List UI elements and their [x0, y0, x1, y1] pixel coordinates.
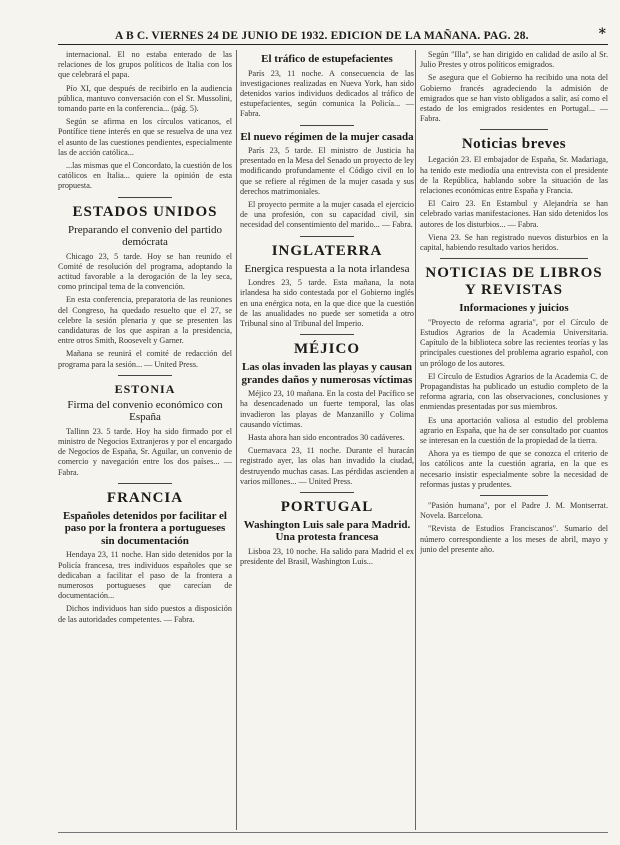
article-paragraph: "Proyecto de reforma agraria", por el Círculo de Estudios Agrarios de la Academia Universitaria. Capítulo de la biblioteca sobre las recientes teorías y las principales cuestiones del problema agrario español, con un prólogo de los autores.: [420, 317, 608, 368]
divider: [440, 258, 588, 259]
article-paragraph: Londres 23, 5 tarde. Esta mañana, la nota irlandesa ha sido contestada por el Gobierno inglés en una enérgica nota, en la que dice que la cuestión de las anualidades no puede ser sometida a otro Tribunal sino al Tribunal del Imperio.: [240, 278, 414, 328]
header-rule: [58, 44, 608, 45]
article-headline: Las olas invaden las playas y causan grandes daños y numerosas víctimas: [241, 361, 413, 386]
article-paragraph: En esta conferencia, preparatoria de las reuniones del Congreso, ha quedado resuelto que el 27, se celebre la sesión plenaria y que se presenten las candidaturas de los que aspiran a la presidencia, entre otros Smith, Roosevelt y Garner.: [58, 295, 232, 346]
column-divider: [236, 50, 237, 830]
divider: [300, 125, 354, 126]
column-2: [240, 50, 414, 830]
article-headline: Firma del convenio económico con España: [67, 398, 223, 424]
article-paragraph: Según "Illa", se han dirigido en calidad de asilo al Sr. Julio Prestes y otros políticos emigrados.: [420, 50, 608, 70]
article-headline: Energica respuesta a la nota irlandesa: [244, 262, 410, 275]
article-paragraph: Dichos individuos han sido puestos a disposición de las autoridades competentes. — Fabra.: [58, 604, 232, 624]
divider: [480, 495, 548, 496]
article-paragraph: Tallinn 23. 5 tarde. Hoy ha sido firmado por el ministro de Negocios Extranjeros y por el encargado de Negocios de España, Sr. Aguilar, un convenio de comercio y navegación entre los dos países... — Fabra.: [58, 426, 232, 477]
article-paragraph: Es una aportación valiosa al estudio del problema agrario en España, que ha de ser consultado por cuantos se interesan en la cuestión de la propiedad de la tierra.: [420, 415, 608, 445]
section-heading: ESTADOS UNIDOS: [72, 203, 218, 220]
article-headline: Españoles detenidos por facilitar el paso por la frontera a portugueses sin documentación: [63, 509, 227, 547]
divider: [480, 129, 548, 130]
article-paragraph: Pío XI, que después de recibirlo en la audiencia pública, mantuvo conversación con el Sr. Mussolini, tomando parte en la conferencia... (pág. 5).: [58, 83, 232, 114]
column-3: [420, 50, 608, 830]
article-paragraph: "Pasión humana", por el Padre J. M. Montserrat. Novela. Barcelona.: [420, 501, 608, 521]
divider: [300, 334, 354, 335]
section-heading: INGLATERRA: [271, 242, 383, 259]
divider: [118, 197, 172, 198]
header-mark: *: [598, 26, 606, 42]
article-headline: El nuevo régimen de la mujer casada: [240, 130, 414, 143]
article-paragraph: internacional. El no estaba enterado de las relaciones de los grupos políticos de Italia con los que celebrará el papa.: [58, 50, 232, 80]
article-paragraph: Cuernavaca 23, 11 noche. Durante el huracán registrado ayer, las olas han invadido la ciudad, destruyendo muchas casas. Las pérdidas ascienden a varios millones... — United Press.: [240, 446, 414, 486]
article-paragraph: ...las mismas que el Concordato, la cuestión de los católicos en Italia... quiere la opinión de esta propuesta.: [58, 161, 232, 191]
article-paragraph: Viena 23. Se han registrado nuevos disturbios en la capital, habiendo resultado varios heridos.: [420, 232, 608, 253]
article-paragraph: Hendaya 23, 11 noche. Han sido detenidos por la Policía francesa, tres individuos españoles que se dedicaban a facilitar el paso de la frontera a numerosos portugueses que carecían de documentación...: [58, 550, 232, 601]
divider: [300, 236, 354, 237]
article-paragraph: Chicago 23, 5 tarde. Hoy se han reunido el Comité de resolución del programa, adoptando la actitud favorable a la derogación de la ley seca, como principal tema de la convención.: [58, 251, 232, 292]
column-1: [58, 50, 232, 830]
section-subheading: Informaciones y juicios: [459, 302, 569, 315]
article-paragraph: Se asegura que el Gobierno ha recibido una nota del Gobierno francés agradeciendo la admisión de emigrados que se han visto obligados a salir, así como el estado de los emigrados residentes en Portugal... — Fabra.: [420, 73, 608, 124]
divider: [118, 375, 172, 376]
article-headline: El tráfico de estupefacientes: [261, 53, 393, 65]
article-paragraph: París 23, 5 tarde. El ministro de Justicia ha presentado en la Mesa del Senado un proyecto de ley modificando profundamente el Código civil en lo que se refiere al régimen de la mujer casada y sus derechos matrimoniales.: [240, 146, 414, 196]
section-heading: MÉJICO: [294, 341, 360, 358]
divider: [118, 483, 172, 484]
article-paragraph: El proyecto permite a la mujer casada el ejercicio de una profesión, con su capacidad civil, sin necesidad del consentimiento del marido... — Fabra.: [240, 200, 414, 230]
article-paragraph: Méjico 23, 10 mañana. En la costa del Pacífico se ha desencadenado un fuerte temporal, las olas invadieron las playas de Manzanillo y Colima causando víctimas.: [240, 389, 414, 429]
article-paragraph: El Círculo de Estudios Agrarios de la Academia C. de Propagandistas ha publicado un estudio completo de la reforma agraria, con las observaciones, conclusiones y enmiendas presentadas por sus miembros.: [420, 371, 608, 412]
article-headline: Washington Luis sale para Madrid. Una protesta francesa: [243, 518, 411, 544]
section-heading: PORTUGAL: [280, 498, 374, 515]
article-paragraph: "Revista de Estudios Franciscanos". Sumario del número correspondiente a los meses de abril, mayo y junio del presente año.: [420, 524, 608, 554]
article-paragraph: Ahora ya es tiempo de que se conozca el criterio de los católicos ante la cuestión agraria, en la que es necesario insistir especialmente sobre la necesidad de reformas justas y prudentes.: [420, 449, 608, 489]
article-paragraph: París 23, 11 noche. A consecuencia de las investigaciones realizadas en Nueva York, han sido detenidos varios individuos dedicados al tráfico de estupefacientes, según comunica la Policía... — Fabra.: [240, 68, 414, 119]
column-divider: [415, 50, 416, 830]
article-paragraph: Legación 23. El embajador de España, Sr. Madariaga, ha tenido este mediodía una entrevista con el presidente de la República, hablando sobre la situación de las relaciones económicas entre España y Francia.: [420, 155, 608, 196]
section-heading: Noticias breves: [461, 136, 567, 153]
page-header: [0, 0, 620, 46]
article-paragraph: Según se afirma en los círculos vaticanos, el Pontífice tiene interés en que se resuelva de una vez el asunto de las cuestiones pendientes, especialmente las de acción católica...: [58, 117, 232, 157]
divider: [300, 492, 354, 493]
section-heading: ESTONIA: [114, 381, 176, 396]
article-paragraph: Lisboa 23, 10 noche. Ha salido para Madrid el ex presidente del Brasil, Washington Luis...: [240, 546, 414, 567]
section-heading: NOTICIAS DE LIBROS Y REVISTAS: [425, 265, 603, 299]
header-line: A B C. VIERNES 24 DE JUNIO DE 1932. EDICION DE LA MAÑANA. PAG. 28.: [115, 30, 529, 42]
article-headline: Preparando el convenio del partido demócrata: [68, 223, 222, 249]
article-paragraph: El Cairo 23. En Estambul y Alejandría se han celebrado varias manifestaciones. Han sido detenidos los autores de los disturbios... — Fabra.: [420, 199, 608, 229]
section-heading: FRANCIA: [106, 489, 184, 506]
page-footer-rule: [58, 832, 608, 843]
article-paragraph: Hasta ahora han sido encontrados 30 cadáveres.: [248, 432, 405, 442]
article-paragraph: Mañana se reunirá el comité de redacción del programa para la sesión... — United Press.: [58, 349, 232, 369]
